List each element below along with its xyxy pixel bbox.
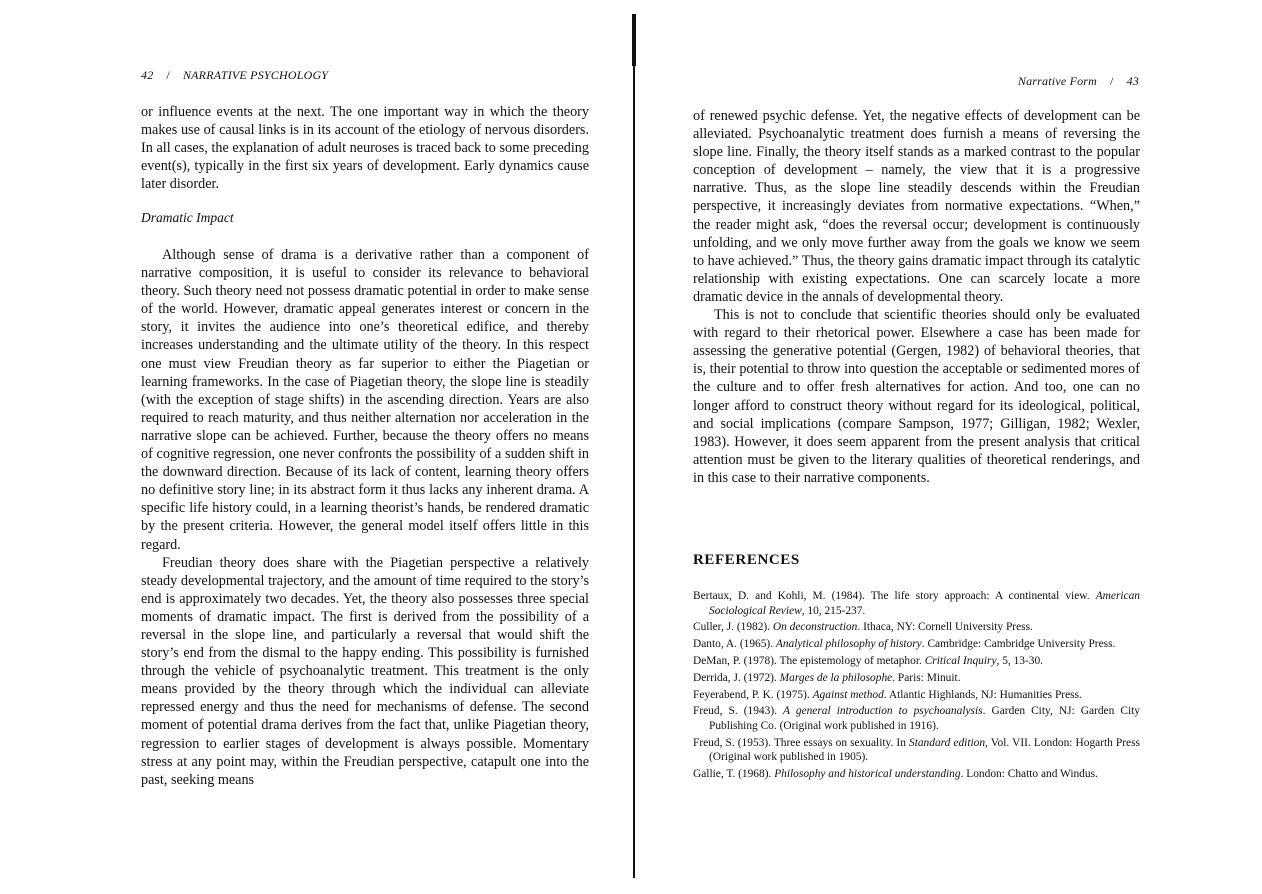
left-page-number: 42 [141, 68, 154, 82]
left-paragraph-2: Freudian theory does share with the Piagetian perspective a relatively steady developmental trajectory, and the amount of time required to the story’s end is approximately two decades. Yet, the theory also possesses three special moments of dramatic impact. The first is derived from the possibility of a reversal in the slope line, and particularly a reversal that would shift the story’s end from the dismal to the happy ending. This possibility is furnished through the vehicle of psychoanalytic treatment. This treatment is the only means provided by the theory through which the individual can alleviate repressed energy and thus the need for mechanisms of defense. The second moment of potential drama derives from the fact that, unlike Piagetian theory, regression to earlier stages of development is always possible. Momentary stress at any point may, within the Freudian perspective, catapult one into the past, seeking means [141, 554, 589, 788]
reference-item: Culler, J. (1982). On deconstruction. Ithaca, NY: Cornell University Press. [693, 621, 1033, 634]
left-running-head-separator: / [166, 68, 170, 82]
right-paragraph-1: of renewed psychic defense. Yet, the negative effects of development can be alleviated. Psychoanalytic treatment does furnish a means of reversing the slope line. Finally, the theory itself stands as a marked contrast to the popular conception of development – namely, the view that it is a progressive narrative. Thus, as the slope line steadily descends within the Freudian perspective, it increasingly deviates from normative expectations. “When,” the reader might ask, “does the reversal occur; development is continuously unfolding, and we only move further away from the goals we know we seem to have achieved.” Thus, the theory gains dramatic impact through its catalytic relationship with existing expectations. One can scarcely locate a more dramatic device in the annals of developmental theory. [693, 108, 1140, 305]
reference-item: Freud, S. (1953). Three essays on sexuality. In Standard edition, Vol. VII. London: Hogarth Press (Original work published in 1905). [693, 736, 1140, 764]
reference-item: DeMan, P. (1978). The epistemology of metaphor. Critical Inquiry, 5, 13-30. [693, 654, 1044, 667]
left-paragraph-1: Although sense of drama is a derivative rather than a component of narrative composition, it is useful to consider its relevance to behavioral theory. Such theory need not possess dramatic potential in order to make sense of the world. However, dramatic appeal generates interest or concern in the story, it invites the audience into one’s theoretical edifice, and thereby increases understanding and the ultimate utility of the theory. In this respect one must view Freudian theory as far superior to either the Piagetian or learning frameworks. In the case of Piagetian theory, the slope line is steadily (with the exception of stage shifts) in the ascending direction. Years are also required to reach maturity, and thus neither alternation nor acceleration in the narrative slope can be achieved. Further, because the theory offers no means of cognitive regression, one never confronts the possibility of a sudden shift in the downward direction. Because of its lack of content, learning theory offers no definitive story line; in its abstract form it thus lacks any inherent drama. A specific life history could, in a learning theorist’s hands, be rendered dramatic by the present criteria. However, the general model itself offers little in this regard. [141, 247, 589, 553]
right-running-head-separator: / [1110, 74, 1114, 88]
reference-item: Bertaux, D. and Kohli, M. (1984). The life story approach: A continental view. American Sociological Review, 10, 215-237. [693, 590, 1140, 617]
right-paragraph-2: This is not to conclude that scientific theories should only be evaluated with regard to their rhetorical power. Elsewhere a case has been made for assessing the generative potential (Gergen, 1982) of behavioral theories, that is, their potential to throw into question the acceptable or sedimented mores of the culture and to offer fresh alternatives for action. And too, one can no longer afford to construct theory without regard for its ideological, political, and social implications (compare Sampson, 1977; Gilligan, 1982; Wexler, 1983). However, it does seem apparent from the present analysis that critical attention must be given to the literary qualities of theoretical renderings, and in this case to their narrative components. [693, 307, 1140, 486]
right-running-head [1018, 74, 1139, 89]
reference-item: Derrida, J. (1972). Marges de la philosophe. Paris: Minuit. [693, 671, 961, 684]
reference-item: Danto, A. (1965). Analytical philosophy of history. Cambridge: Cambridge University Press. [693, 638, 1116, 651]
left-opening-text [141, 103, 589, 193]
right-running-head-title: Narrative Form [1017, 74, 1098, 88]
left-running-head-title: NARRATIVE PSYCHOLOGY [182, 68, 329, 82]
left-body-text [141, 246, 589, 789]
reference-item: Feyerabend, P. K. (1975). Against method. Atlantic Highlands, NJ: Humanities Press. [693, 688, 1082, 701]
right-page-number: 43 [1126, 74, 1139, 88]
section-heading-dramatic-impact: Dramatic Impact [141, 210, 234, 225]
right-body-text [693, 107, 1140, 487]
references-list [693, 589, 1140, 784]
left-page [0, 0, 630, 894]
references-heading: REFERENCES [693, 552, 800, 568]
left-opening-paragraph: or influence events at the next. The one important way in which the theory makes use of causal links is in its account of the etiology of nervous disorders. In all cases, the explanation of adult neuroses is traced back to some preceding event(s), typically in the first six years of development. Early dynamics cause later disorder. [141, 104, 589, 193]
right-page [638, 0, 1262, 894]
reference-item: Gallie, T. (1968). Philosophy and historical understanding. London: Chatto and Windus. [693, 768, 1098, 781]
left-running-head [141, 68, 328, 83]
book-gutter-line [633, 14, 635, 878]
reference-item: Freud, S. (1943). A general introduction to psychoanalysis. Garden City, NJ: Garden City Publishing Co. (Original work published in 1916). [693, 705, 1140, 732]
